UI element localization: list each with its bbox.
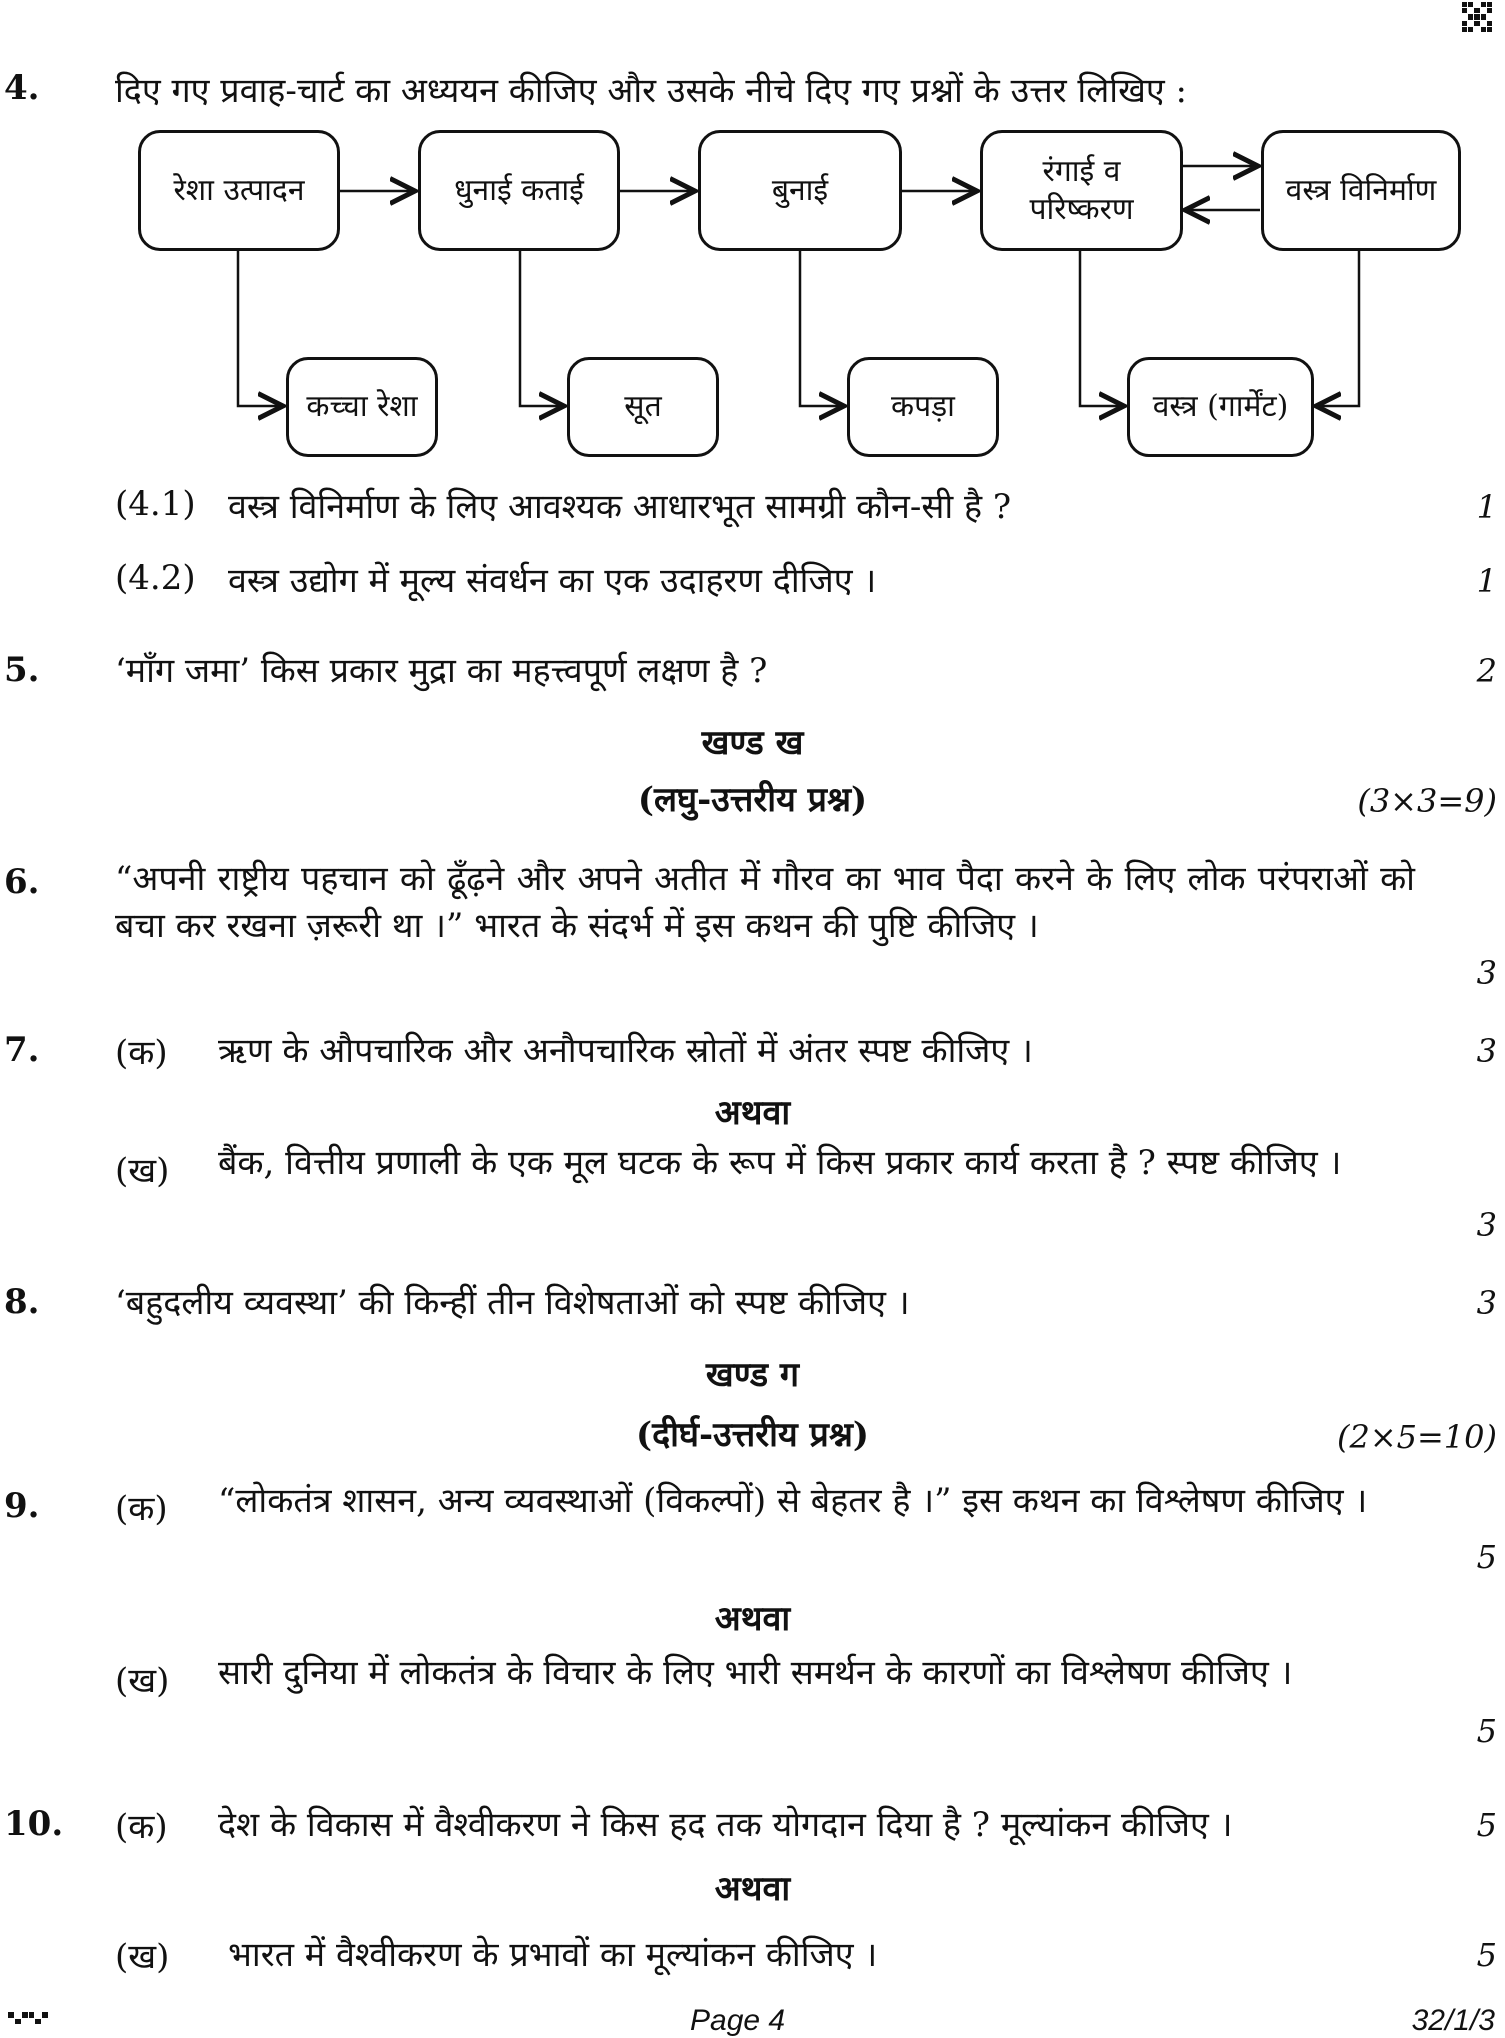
question-text: ‘बहुदलीय व्यवस्था’ की किन्हीं तीन विशेषताओं को स्पष्ट कीजिए । (115, 1283, 910, 1323)
question-number: 8. (4, 1282, 40, 1322)
or-label: अथवा (714, 1869, 791, 1909)
subquestion-text: वस्त्र उद्योग में मूल्य संवर्धन का एक उदाहरण दीजिए । (228, 561, 877, 601)
subquestion-label: (4.1) (115, 484, 196, 524)
flow-box-weaving: बुनाई (698, 130, 902, 251)
marks: 5 (1476, 1712, 1497, 1750)
marks: 3 (1476, 954, 1497, 992)
flow-box-spinning: धुनाई कताई (418, 130, 620, 251)
qr-code-small (8, 2012, 48, 2024)
question-number: 9. (4, 1486, 40, 1526)
flow-box-fibre-production: रेशा उत्पादन (138, 130, 340, 251)
or-label: अथवा (714, 1093, 791, 1133)
marks: 2 (1476, 652, 1497, 690)
or-label: अथवा (714, 1599, 791, 1639)
option-label: (क) (115, 1489, 168, 1529)
question-text: दिए गए प्रवाह-चार्ट का अध्ययन कीजिए और उसके नीचे दिए गए प्रश्नों के उत्तर लिखिए : (115, 71, 1187, 111)
section-marks: (2×5=10) (1336, 1418, 1497, 1456)
marks: 5 (1476, 1538, 1497, 1576)
section-title: खण्ड ख (701, 723, 804, 763)
question-number: 7. (4, 1030, 40, 1070)
marks: 1 (1476, 488, 1497, 526)
flow-box-garment: वस्त्र (गार्मेंट) (1127, 357, 1314, 457)
question-number: 5. (4, 650, 40, 690)
option-text: सारी दुनिया में लोकतंत्र के विचार के लिए भारी समर्थन के कारणों का विश्लेषण कीजिए । (218, 1653, 1293, 1693)
question-text: “अपनी राष्ट्रीय पहचान को ढूँढ़ने और अपने अतीत में गौरव का भाव पैदा करने के लिए लोक परंपराओं को बचा कर रखना ज़रूरी था ।” भारत के संदर्भ में इस कथन की पुष्टि कीजिए । (115, 859, 1415, 946)
option-label: (ख) (115, 1151, 170, 1191)
marks: 3 (1476, 1284, 1497, 1322)
subquestion-text: वस्त्र विनिर्माण के लिए आवश्यक आधारभूत सामग्री कौन-सी है ? (228, 487, 1012, 527)
question-number: 6. (4, 862, 40, 902)
option-label: (ख) (115, 1937, 170, 1977)
option-label: (ख) (115, 1661, 170, 1701)
option-text: भारत में वैश्वीकरण के प्रभावों का मूल्यांकन कीजिए । (228, 1935, 878, 1975)
section-subtitle: (लघु-उत्तरीय प्रश्न) (637, 780, 868, 820)
question-number: 10. (4, 1804, 64, 1844)
section-subtitle: (दीर्घ-उत्तरीय प्रश्न) (635, 1415, 870, 1455)
subquestion-label: (4.2) (115, 558, 196, 598)
marks: 3 (1476, 1206, 1497, 1244)
option-text: बैंक, वित्तीय प्रणाली के एक मूल घटक के रूप में किस प्रकार कार्य करता है ? स्पष्ट कीजिए । (218, 1143, 1342, 1183)
section-title: खण्ड ग (705, 1355, 800, 1395)
option-text: देश के विकास में वैश्वीकरण ने किस हद तक योगदान दिया है ? मूल्यांकन कीजिए । (218, 1805, 1233, 1845)
section-marks: (3×3=9) (1357, 782, 1497, 820)
marks: 5 (1476, 1936, 1497, 1974)
option-label: (क) (115, 1807, 168, 1847)
flow-box-garment-manufacturing: वस्त्र विनिर्माण (1261, 130, 1461, 251)
marks: 1 (1476, 562, 1497, 600)
option-label: (क) (115, 1033, 168, 1073)
question-number: 4. (4, 68, 40, 108)
paper-code: 32/1/3 (1411, 2004, 1495, 2037)
question-text: ‘माँग जमा’ किस प्रकार मुद्रा का महत्त्वपूर्ण लक्षण है ? (115, 651, 768, 691)
flow-box-dyeing-finishing: रंगाई व परिष्करण (980, 130, 1183, 251)
flow-box-yarn: सूत (567, 357, 719, 457)
marks: 3 (1476, 1032, 1497, 1070)
marks: 5 (1476, 1806, 1497, 1844)
option-text: “लोकतंत्र शासन, अन्य व्यवस्थाओं (विकल्पों) से बेहतर है ।” इस कथन का विश्लेषण कीजिए । (218, 1481, 1368, 1521)
option-text: ऋण के औपचारिक और अनौपचारिक स्रोतों में अंतर स्पष्ट कीजिए । (218, 1031, 1033, 1071)
flow-box-raw-fibre: कच्चा रेशा (286, 357, 438, 457)
page-number: Page 4 (690, 2004, 786, 2037)
flow-box-fabric: कपड़ा (847, 357, 999, 457)
